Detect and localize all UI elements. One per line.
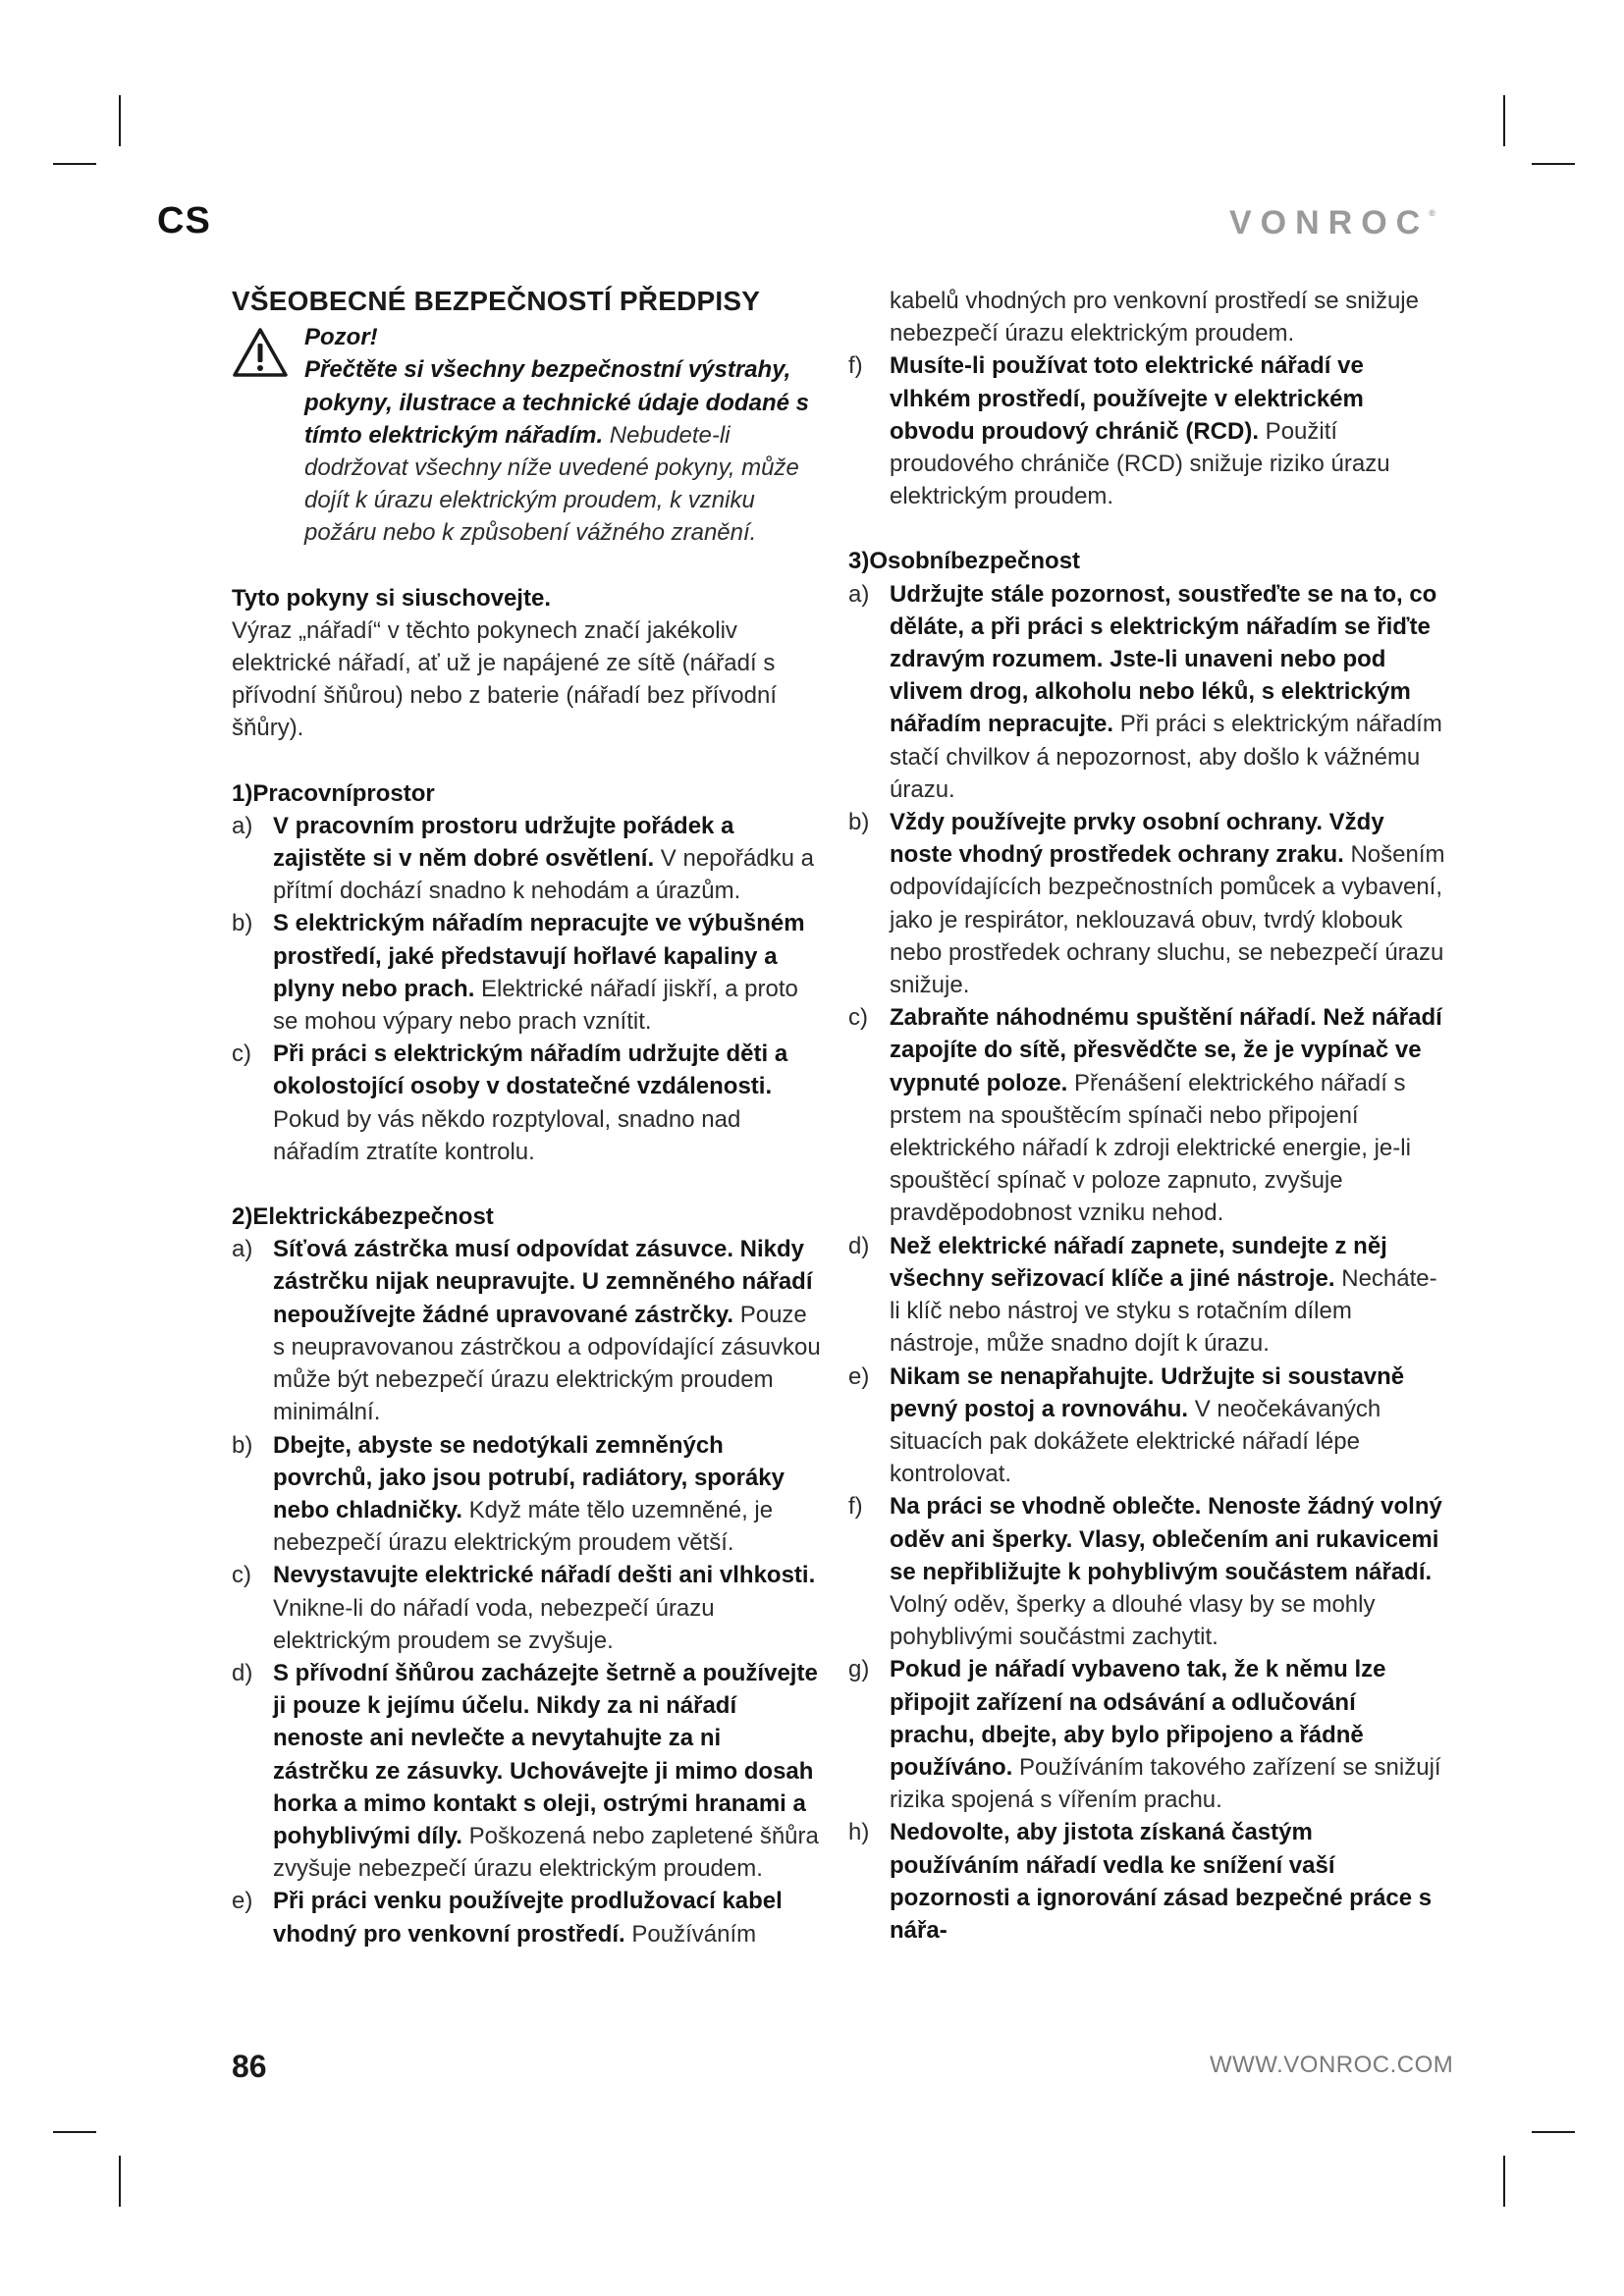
item-text: Volný oděv, šperky a dlouhé vlasy by se mohly pohyblivými součástmi zachytit. xyxy=(890,1590,1376,1651)
crop-mark xyxy=(53,163,96,165)
section-electrical-safety-title: 2)Elektrickábezpečnost xyxy=(232,1203,494,1231)
crop-mark xyxy=(1532,163,1575,165)
item-text: Poškozená nebo zapletené šňůra zvyšuje nebezpečí úrazu elektrickým proudem. xyxy=(273,1822,819,1883)
list-item xyxy=(232,907,821,1038)
brand-logo xyxy=(1229,204,1435,242)
item-text: Elektrické nářadí jiskří, a proto se mohou výpary nebo prach vznítit. xyxy=(273,975,798,1036)
list-item xyxy=(848,1001,1447,1229)
page-number: 86 xyxy=(232,2049,267,2084)
item-text: Použití proudového chrániče (RCD) snižuje riziko úrazu elektrickým proudem. xyxy=(890,417,1390,510)
item-bold: Pokud je nářadí vybaveno tak, že k němu lze připojit zařízení na odsávání a odlučování prachu, dbejte, aby bylo připojeno a řádně používáno. xyxy=(890,1656,1386,1781)
item-label: a) xyxy=(232,812,253,839)
keep-instructions-title: Tyto pokyny si siuschovejte. xyxy=(232,584,551,612)
continued-text: kabelů vhodných pro venkovní prostředí se snižuje nebezpečí úrazu elektrickým proudem. xyxy=(890,288,1419,347)
list-item xyxy=(848,1230,1447,1361)
item-bold: S elektrickým nářadím nepracujte ve výbušném prostředí, jaké představují hořlavé kapaliny a plyny nebo prach. xyxy=(273,910,805,1002)
list-item xyxy=(232,1885,821,1949)
item-label: d) xyxy=(232,1659,253,1686)
item-label: e) xyxy=(232,1888,253,1915)
list-item xyxy=(848,578,1447,806)
crop-mark xyxy=(1503,2156,1505,2207)
crop-mark xyxy=(1532,2131,1575,2133)
right-column xyxy=(848,285,1447,1947)
warning-bold-text: Přečtěte si všechny bezpečnostní výstrahy, pokyny, ilustrace a technické údaje dodané s tímto elektrickým nářadím. xyxy=(304,356,809,449)
keep-instructions-text: Výraz „nářadí“ v těchto pokynech značí jakékoliv elektrické nářadí, ať už je napájené ze sítě (nářadí s přívodní šňůrou) nebo z baterie (nářadí bez přívodní šňůry). xyxy=(232,616,777,742)
list-item xyxy=(848,1653,1447,1816)
item-label: a) xyxy=(232,1236,253,1263)
website-url: WWW.VONROC.COM xyxy=(1210,2052,1454,2078)
item-label: g) xyxy=(848,1656,870,1683)
list-item xyxy=(232,1559,821,1657)
item-label: h) xyxy=(848,1819,870,1846)
crop-mark xyxy=(119,95,121,146)
list-item xyxy=(848,1816,1447,1947)
crop-mark xyxy=(1503,95,1505,146)
item-label: b) xyxy=(232,910,253,937)
item-label: f) xyxy=(848,1493,863,1521)
item-bold: Při práci venku používejte prodlužovací kabel vhodný pro venkovní prostředí. xyxy=(273,1888,783,1948)
item-text: V nepořádku a přítmí dochází snadno k nehodám a úrazům. xyxy=(273,845,814,905)
item-bold: Nedovolte, aby jistota získaná častým používáním nářadí vedla ke snížení vaší pozornosti a ignorování zásad bezpečné práce s nářa- xyxy=(890,1819,1433,1944)
language-code: CS xyxy=(157,200,211,241)
item-text: Při práci s elektrickým nářadím stačí chvilkov á nepozornost, aby došlo k vážnému úrazu. xyxy=(890,711,1442,803)
item-label: e) xyxy=(848,1362,870,1390)
item-bold: Než elektrické nářadí zapnete, sundejte z něj všechny seřizovací klíče a jiné nástroje. xyxy=(890,1232,1387,1292)
item-text: Přenášení elektrického nářadí s prstem na spouštěcím spínači nebo připojení elektrického nářadí k zdroji elektrické energie, je-li spouštěcí spínač v poloze zapnuto, zvyšuje pravděpodobnost vzniku nehod. xyxy=(890,1069,1411,1227)
item-text: Pouze s neupravovanou zástrčkou a odpovídající zásuvkou může být nebezpečí úrazu elektrickým proudem minimální. xyxy=(273,1301,821,1426)
left-column xyxy=(232,285,821,1950)
list-item xyxy=(848,349,1447,512)
warning-triangle-icon xyxy=(232,321,304,549)
crop-mark xyxy=(119,2156,121,2207)
item-label: b) xyxy=(232,1431,253,1459)
item-text: Pokud by vás někdo rozptyloval, snadno nad nářadím ztratíte kontrolu. xyxy=(273,1105,741,1165)
item-label: b) xyxy=(848,809,870,836)
section-work-area-title: 1)Pracovníprostor xyxy=(232,779,435,807)
item-bold: Síťová zástrčka musí odpovídat zásuvce. Nikdy zástrčku nijak neupravujte. U zemněného nářadí nepoužívejte žádné upravované zástrčky. xyxy=(273,1236,813,1328)
item-text: Necháte-li klíč nebo nástroj ve styku s rotačním dílem nástroje, může snadno dojít k úrazu. xyxy=(890,1264,1437,1358)
list-item xyxy=(232,1038,821,1168)
list-item xyxy=(232,1657,821,1885)
brand-logo-text: VONROC xyxy=(1229,204,1430,241)
item-bold: Při práci s elektrickým nářadím udržujte děti a okolostojící osoby v dostatečné vzdálenosti. xyxy=(273,1041,788,1100)
item-label: c) xyxy=(232,1041,251,1068)
list-item xyxy=(232,1233,821,1428)
item-label: a) xyxy=(848,580,870,608)
crop-mark xyxy=(53,2131,96,2133)
item-bold: Musíte-li používat toto elektrické nářadí ve vlhkém prostředí, používejte v elektrickém obvodu proudový chránič (RCD). xyxy=(890,352,1364,445)
list-item xyxy=(232,810,821,908)
section-personal-safety-title: 3)Osobníbezpečnost xyxy=(848,548,1081,575)
item-bold: Vždy používejte prvky osobní ochrany. Vždy noste vhodný prostředek ochrany zraku. xyxy=(890,809,1384,869)
registered-mark: ® xyxy=(1429,207,1435,218)
item-bold: S přívodní šňůrou zacházejte šetrně a používejte ji pouze k jejímu účelu. Nikdy za ni nářadí nenoste ani nevlečte a nevytahujte za ni zástrčku ze zásuvky. Uchovávejte ji mimo dosah horka a mimo kontakt s oleji, ostrými hranami a pohyblivými díly. xyxy=(273,1659,818,1849)
warning-block xyxy=(232,321,821,549)
list-item xyxy=(848,1490,1447,1653)
section-title: VŠEOBECNÉ BEZPEČNOSTÍ PŘEDPISY xyxy=(232,286,761,316)
item-text: Používáním takového zařízení se snižují rizika spojená s vířením prachu. xyxy=(890,1753,1441,1814)
warning-rest-text: Nebudete-li dodržovat všechny níže uvedené pokyny, může dojít k úrazu elektrickým proudem, k vzniku požáru nebo k způsobení vážného zranění. xyxy=(304,421,799,547)
list-item xyxy=(848,806,1447,1001)
item-bold: Udržujte stále pozornost, soustřeďte se na to, co děláte, a při práci s elektrickým nářadím se řiďte zdravým rozumem. Jste-li unaveni nebo pod vlivem drog, alkoholu nebo léků, s elektrickým nářadím nepracujte. xyxy=(890,580,1437,738)
list-item xyxy=(232,1429,821,1560)
item-bold: Na práci se vhodně oblečte. Nenoste žádný volný oděv ani šperky. Vlasy, oblečením ani rukavicemi se nepřibližujte k pohyblivým součástem nářadí. xyxy=(890,1493,1442,1585)
item-label: d) xyxy=(848,1232,870,1259)
item-text: Nošením odpovídajících bezpečnostních pomůcek a vybavení, jako je respirátor, neklouzavá obuv, tvrdý klobouk nebo prostředek ochrany sluchu, se nebezpečí úrazu snižuje. xyxy=(890,841,1445,999)
item-bold: V pracovním prostoru udržujte pořádek a zajistěte si v něm dobré osvětlení. xyxy=(273,812,734,873)
item-bold: Nevystavujte elektrické nářadí dešti ani vlhkosti. xyxy=(273,1562,816,1589)
item-label: f) xyxy=(848,352,863,380)
item-bold: Zabraňte náhodnému spuštění nářadí. Než nářadí zapojíte do sítě, přesvědčte se, že je vypínač ve vypnuté poloze. xyxy=(890,1004,1442,1096)
warning-heading: Pozor! xyxy=(304,324,378,351)
item-text: Když máte tělo uzemněné, je nebezpečí úrazu elektrickým proudem větší. xyxy=(273,1496,774,1557)
item-bold: Dbejte, abyste se nedotýkali zemněných povrchů, jako jsou potrubí, radiátory, sporáky nebo chladničky. xyxy=(273,1431,785,1523)
item-text: Používáním xyxy=(624,1920,757,1948)
item-label: c) xyxy=(848,1004,868,1032)
item-label: c) xyxy=(232,1562,251,1589)
list-item xyxy=(848,1361,1447,1491)
item-text: Vnikne-li do nářadí voda, nebezpečí úrazu elektrickým proudem se zvyšuje. xyxy=(273,1594,715,1654)
warning-text xyxy=(304,321,815,549)
item-bold: Nikam se nenapřahujte. Udržujte si soustavně pevný postoj a rovnováhu. xyxy=(890,1362,1405,1422)
item-text: V neočekávaných situacích pak dokážete elektrické nářadí lépe kontrolovat. xyxy=(890,1395,1381,1488)
